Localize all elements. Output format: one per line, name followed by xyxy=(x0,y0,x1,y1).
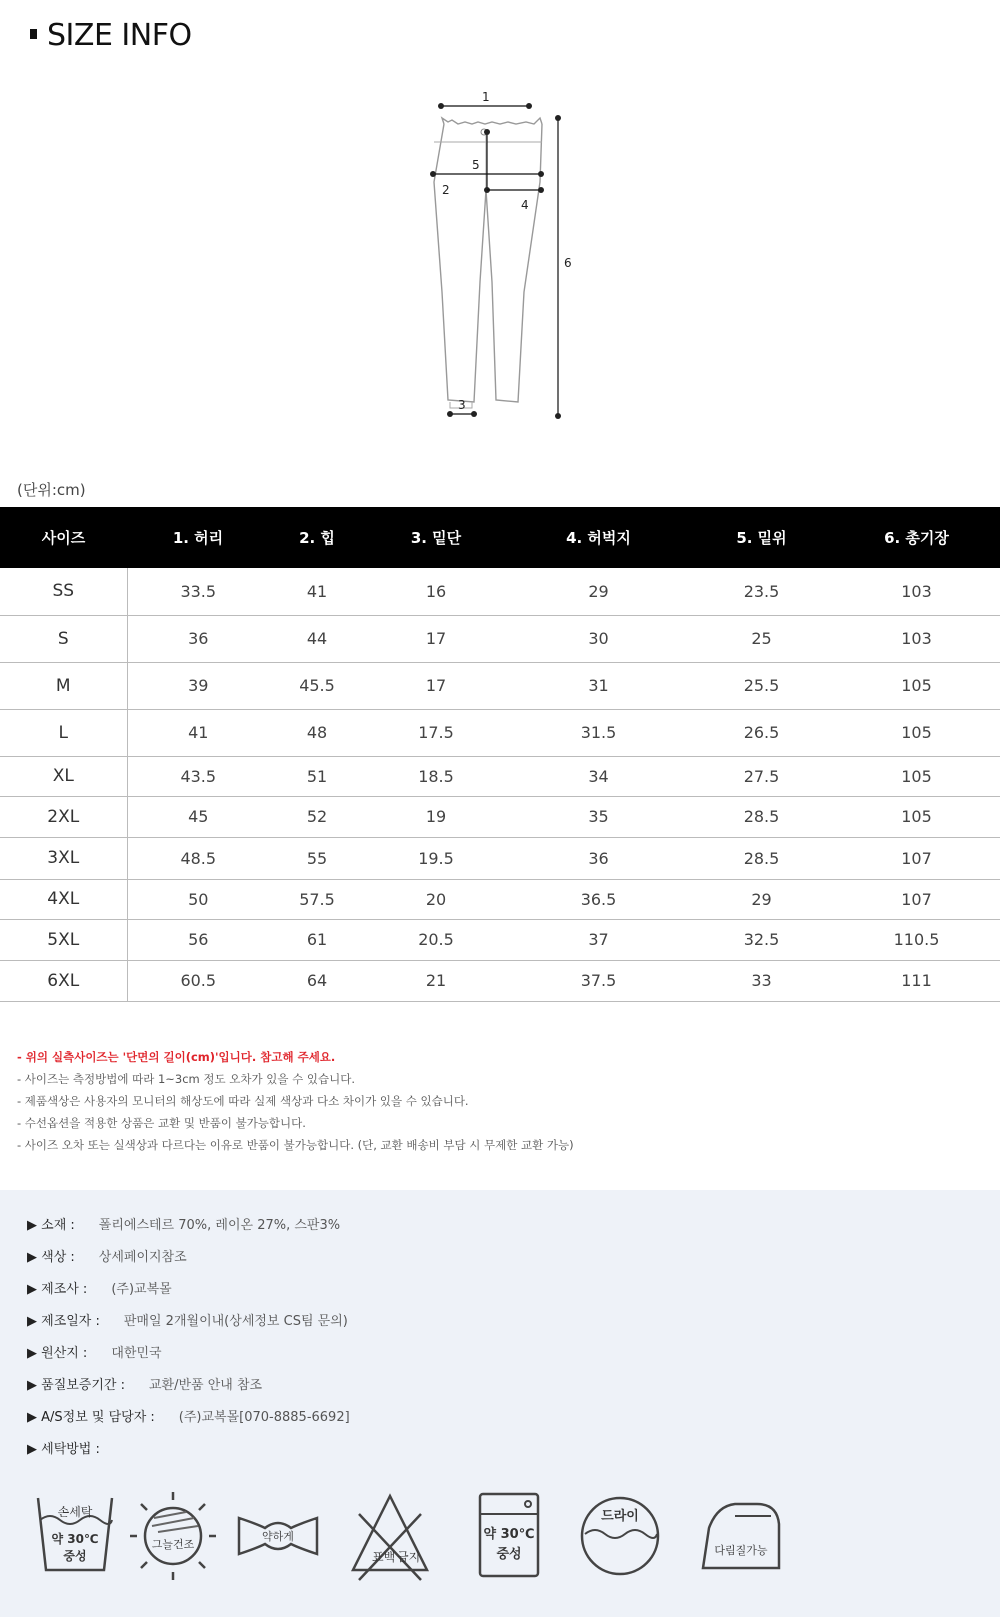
info-value: 폴리에스테르 70%, 레이온 27%, 스판3% xyxy=(98,1218,341,1233)
cell-thigh: 35 xyxy=(507,796,690,837)
cell-size: L xyxy=(0,709,127,756)
cell-hip: 57.5 xyxy=(269,879,365,919)
care-text: 중성 xyxy=(496,1547,522,1562)
cell-length: 105 xyxy=(833,709,1000,756)
cell-size: S xyxy=(0,615,127,662)
product-info-list xyxy=(27,1210,350,1466)
cell-hip: 55 xyxy=(269,837,365,879)
cell-rise: 28.5 xyxy=(690,796,833,837)
info-label: ▶ 세탁방법 : xyxy=(27,1442,100,1457)
cell-rise: 27.5 xyxy=(690,756,833,796)
note-line: - 수선옵션을 적용한 상품은 교환 및 반품이 불가능합니다. xyxy=(17,1116,306,1130)
header-hip: 2. 힙 xyxy=(269,507,365,568)
cell-rise: 23.5 xyxy=(690,568,833,615)
cell-hip: 51 xyxy=(269,756,365,796)
note-line: - 제품색상은 사용자의 모니터의 해상도에 따라 실제 색상과 다소 차이가 있을 수 있습니다. xyxy=(17,1094,469,1108)
cell-hem: 17 xyxy=(365,615,507,662)
cell-waist: 33.5 xyxy=(127,568,269,615)
cell-waist: 50 xyxy=(127,879,269,919)
cell-hip: 45.5 xyxy=(269,662,365,709)
hand-wash-icon xyxy=(30,1488,120,1584)
no-bleach-icon xyxy=(345,1488,435,1584)
info-row-material xyxy=(27,1210,350,1242)
iron-icon xyxy=(695,1488,785,1584)
cell-waist: 56 xyxy=(127,919,269,960)
cell-hem: 16 xyxy=(365,568,507,615)
cell-size: 6XL xyxy=(0,960,127,1001)
dry-clean-icon xyxy=(575,1488,665,1584)
shade-dry-icon xyxy=(128,1488,218,1584)
info-value: (주)교복몰 xyxy=(111,1282,172,1297)
info-value: 대한민국 xyxy=(111,1346,162,1361)
cell-hem: 20 xyxy=(365,879,507,919)
info-label: ▶ 색상 : xyxy=(27,1250,75,1265)
info-value: (주)교복몰[070-8885-6692] xyxy=(178,1410,350,1425)
cell-rise: 25.5 xyxy=(690,662,833,709)
cell-thigh: 31.5 xyxy=(507,709,690,756)
info-value: 상세페이지참조 xyxy=(98,1250,187,1265)
table-row xyxy=(0,796,1000,837)
care-text: 금지 xyxy=(397,1550,421,1564)
care-text: 약 30℃ xyxy=(483,1527,535,1542)
machine-wash-icon xyxy=(464,1488,554,1584)
diagram-label-length: 6 xyxy=(564,256,572,270)
cell-size: XL xyxy=(0,756,127,796)
cell-hem: 21 xyxy=(365,960,507,1001)
info-label: ▶ 제조사 : xyxy=(27,1282,88,1297)
cell-length: 107 xyxy=(833,879,1000,919)
cell-hem: 17 xyxy=(365,662,507,709)
note-line: - 사이즈는 측정방법에 따라 1~3cm 정도 오차가 있을 수 있습니다. xyxy=(17,1072,356,1086)
cell-waist: 60.5 xyxy=(127,960,269,1001)
cell-thigh: 37 xyxy=(507,919,690,960)
info-row-manufacture-date xyxy=(27,1306,350,1338)
cell-thigh: 31 xyxy=(507,662,690,709)
header-waist: 1. 허리 xyxy=(127,507,269,568)
diagram-label-thigh: 4 xyxy=(521,198,529,212)
info-value: 교환/반품 안내 참조 xyxy=(149,1378,263,1393)
cell-rise: 28.5 xyxy=(690,837,833,879)
info-row-washing xyxy=(27,1434,350,1466)
cell-thigh: 37.5 xyxy=(507,960,690,1001)
care-text: 손세탁 xyxy=(57,1505,93,1519)
cell-length: 103 xyxy=(833,615,1000,662)
cell-size: 5XL xyxy=(0,919,127,960)
unit-label: (단위:cm) xyxy=(17,481,86,499)
note-highlight: - 위의 실측사이즈는 '단면의 길이(cm)'입니다. 참고해 주세요. xyxy=(17,1050,336,1064)
cell-hip: 52 xyxy=(269,796,365,837)
info-label: ▶ A/S정보 및 담당자 : xyxy=(27,1410,155,1425)
page-title xyxy=(30,18,192,53)
size-table xyxy=(0,507,1000,1002)
cell-size: 3XL xyxy=(0,837,127,879)
cell-waist: 43.5 xyxy=(127,756,269,796)
info-label: ▶ 제조일자 : xyxy=(27,1314,100,1329)
cell-rise: 32.5 xyxy=(690,919,833,960)
care-text: 다림질가능 xyxy=(714,1544,768,1557)
table-row xyxy=(0,960,1000,1001)
table-row xyxy=(0,879,1000,919)
pants-diagram-svg xyxy=(430,82,590,432)
cell-rise: 33 xyxy=(690,960,833,1001)
table-row xyxy=(0,615,1000,662)
info-row-manufacturer xyxy=(27,1274,350,1306)
care-text: 약 30℃ xyxy=(51,1532,99,1546)
cell-hem: 20.5 xyxy=(365,919,507,960)
diagram-label-hip: 2 xyxy=(442,183,450,197)
cell-length: 107 xyxy=(833,837,1000,879)
care-icons xyxy=(0,1488,1000,1584)
cell-size: 4XL xyxy=(0,879,127,919)
info-row-as-contact xyxy=(27,1402,350,1434)
care-text: 약하게 xyxy=(262,1530,294,1543)
info-row-origin xyxy=(27,1338,350,1370)
table-row xyxy=(0,568,1000,615)
cell-waist: 36 xyxy=(127,615,269,662)
page-title-text: SIZE INFO xyxy=(47,18,192,53)
pants-measurement-diagram xyxy=(430,82,590,432)
header-hem: 3. 밑단 xyxy=(365,507,507,568)
cell-hem: 19 xyxy=(365,796,507,837)
info-value: 판매일 2개월이내(상세정보 CS팀 문의) xyxy=(123,1314,348,1329)
info-label: ▶ 품질보증기간 : xyxy=(27,1378,125,1393)
info-label: ▶ 원산지 : xyxy=(27,1346,88,1361)
table-row xyxy=(0,709,1000,756)
cell-thigh: 36 xyxy=(507,837,690,879)
info-row-warranty xyxy=(27,1370,350,1402)
care-text: 중성 xyxy=(63,1549,87,1563)
diagram-label-rise: 5 xyxy=(472,158,480,172)
cell-size: 2XL xyxy=(0,796,127,837)
cell-hem: 17.5 xyxy=(365,709,507,756)
diagram-label-waist: 1 xyxy=(482,90,490,104)
cell-length: 111 xyxy=(833,960,1000,1001)
cell-waist: 41 xyxy=(127,709,269,756)
cell-length: 103 xyxy=(833,568,1000,615)
cell-hip: 64 xyxy=(269,960,365,1001)
cell-thigh: 29 xyxy=(507,568,690,615)
cell-length: 105 xyxy=(833,796,1000,837)
note-line: - 사이즈 오차 또는 실색상과 다르다는 이유로 반품이 불가능합니다. (단, 교환 배송비 부담 시 무제한 교환 가능) xyxy=(17,1138,574,1152)
size-notes xyxy=(17,1046,574,1156)
cell-hip: 44 xyxy=(269,615,365,662)
cell-hem: 19.5 xyxy=(365,837,507,879)
cell-waist: 45 xyxy=(127,796,269,837)
table-row xyxy=(0,662,1000,709)
cell-length: 105 xyxy=(833,756,1000,796)
info-label: ▶ 소재 : xyxy=(27,1218,75,1233)
cell-rise: 26.5 xyxy=(690,709,833,756)
care-text: 드라이 xyxy=(601,1509,639,1524)
care-text: 그늘건조 xyxy=(151,1538,195,1551)
header-thigh: 4. 허벅지 xyxy=(507,507,690,568)
bullet-square xyxy=(30,29,37,39)
cell-hem: 18.5 xyxy=(365,756,507,796)
cell-hip: 41 xyxy=(269,568,365,615)
cell-thigh: 34 xyxy=(507,756,690,796)
cell-length: 105 xyxy=(833,662,1000,709)
header-size: 사이즈 xyxy=(0,507,127,568)
cell-rise: 29 xyxy=(690,879,833,919)
cell-hip: 61 xyxy=(269,919,365,960)
table-row xyxy=(0,919,1000,960)
cell-thigh: 36.5 xyxy=(507,879,690,919)
header-length: 6. 총기장 xyxy=(833,507,1000,568)
gentle-wring-icon xyxy=(233,1488,323,1584)
table-row xyxy=(0,756,1000,796)
info-row-color xyxy=(27,1242,350,1274)
cell-hip: 48 xyxy=(269,709,365,756)
cell-rise: 25 xyxy=(690,615,833,662)
cell-waist: 39 xyxy=(127,662,269,709)
cell-waist: 48.5 xyxy=(127,837,269,879)
size-table-body xyxy=(0,568,1000,1001)
cell-thigh: 30 xyxy=(507,615,690,662)
table-row xyxy=(0,837,1000,879)
care-text: 표백 xyxy=(372,1550,396,1564)
diagram-label-hem: 3 xyxy=(458,398,466,412)
cell-length: 110.5 xyxy=(833,919,1000,960)
cell-size: SS xyxy=(0,568,127,615)
size-table-header xyxy=(0,507,1000,568)
cell-size: M xyxy=(0,662,127,709)
header-rise: 5. 밑위 xyxy=(690,507,833,568)
